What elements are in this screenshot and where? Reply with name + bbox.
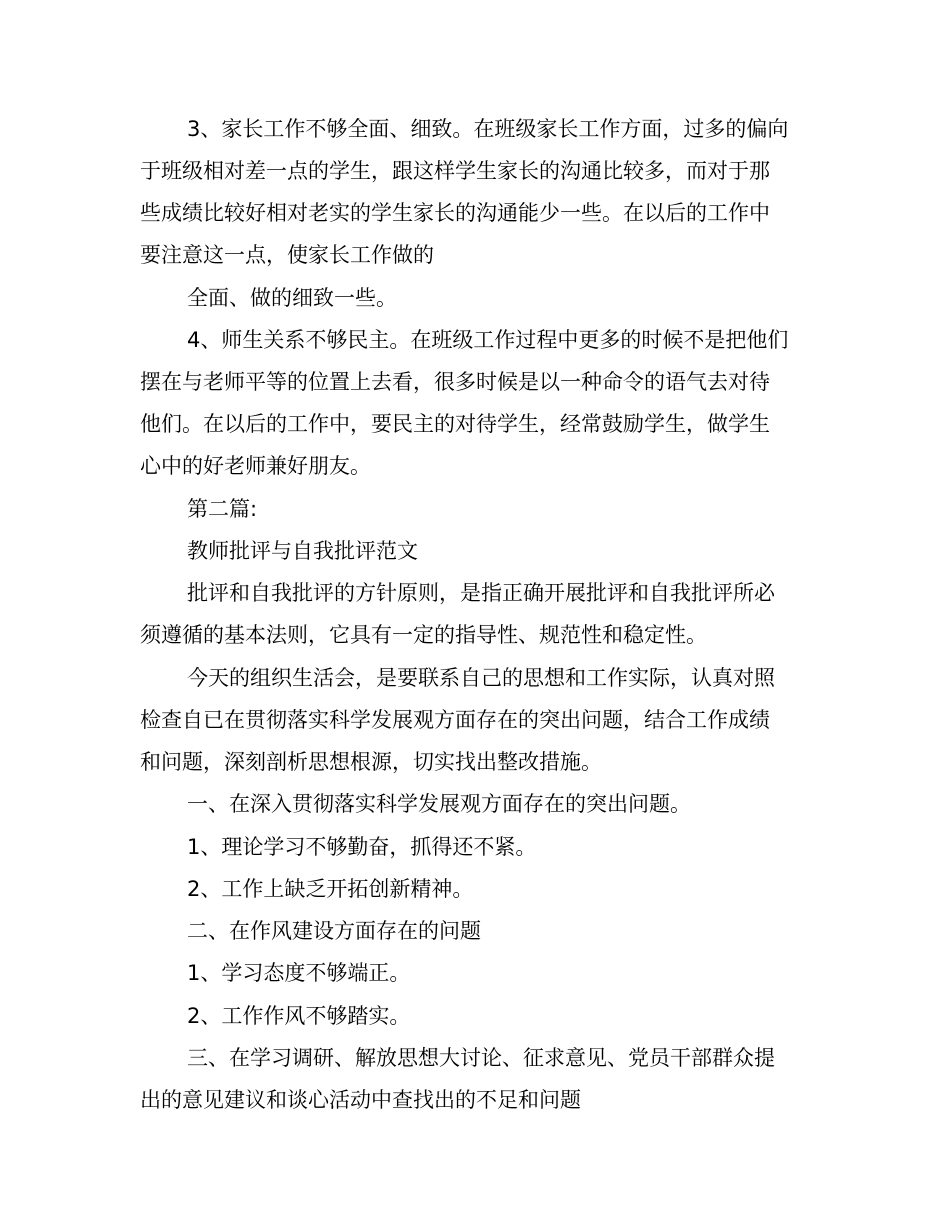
text-line: 于班级相对差一点的学生，跟这样学生家长的沟通比较多，而对于那 (140, 159, 770, 183)
text-line: 和问题，深刻剖析思想根源，切实找出整改措施。 (140, 750, 602, 774)
text-line: 一、在深入贯彻落实科学发展观方面存在的突出问题。 (187, 792, 691, 816)
text-line: 检查自已在贯彻落实科学发展观方面存在的突出问题，结合工作成绩 (140, 708, 770, 732)
text-line: 他们。在以后的工作中，要民主的对待学生，经常鼓励学生，做学生 (140, 412, 770, 436)
text-line: 须遵循的基本法则，它具有一定的指导性、规范性和稳定性。 (140, 623, 707, 647)
text-line: 4、师生关系不够民主。在班级工作过程中更多的时候不是把他们 (187, 328, 789, 352)
text-line: 今天的组织生活会，是要联系自己的思想和工作实际，认真对照 (187, 666, 775, 690)
text-line: 1、学习态度不够端正。 (187, 961, 411, 985)
text-line: 2、工作作风不够踏实。 (187, 1004, 411, 1028)
text-line: 心中的好老师兼好朋友。 (140, 454, 371, 478)
text-line: 2、工作上缺乏开拓创新精神。 (187, 877, 474, 901)
text-line: 二、在作风建设方面存在的问题 (187, 919, 481, 943)
text-line: 批评和自我批评的方针原则，是指正确开展批评和自我批评所必 (187, 581, 775, 605)
text-line: 3、家长工作不够全面、细致。在班级家长工作方面，过多的偏向 (187, 117, 789, 141)
text-line: 全面、做的细致一些。 (187, 286, 397, 310)
text-line: 要注意这一点，使家长工作做的 (140, 243, 434, 267)
text-line: 些成绩比较好相对老实的学生家长的沟通能少一些。在以后的工作中 (140, 201, 770, 225)
text-line: 三、在学习调研、解放思想大讨论、征求意见、党员干部群众提 (187, 1046, 775, 1070)
article-title: 教师批评与自我批评范文 (187, 539, 418, 563)
text-line: 出的意见建议和谈心活动中查找出的不足和问题 (140, 1088, 581, 1112)
text-line: 摆在与老师平等的位置上去看，很多时候是以一种命令的语气去对待 (140, 370, 770, 394)
text-line: 1、理论学习不够勤奋，抓得还不紧。 (187, 835, 537, 859)
section-heading: 第二篇: (187, 497, 258, 521)
